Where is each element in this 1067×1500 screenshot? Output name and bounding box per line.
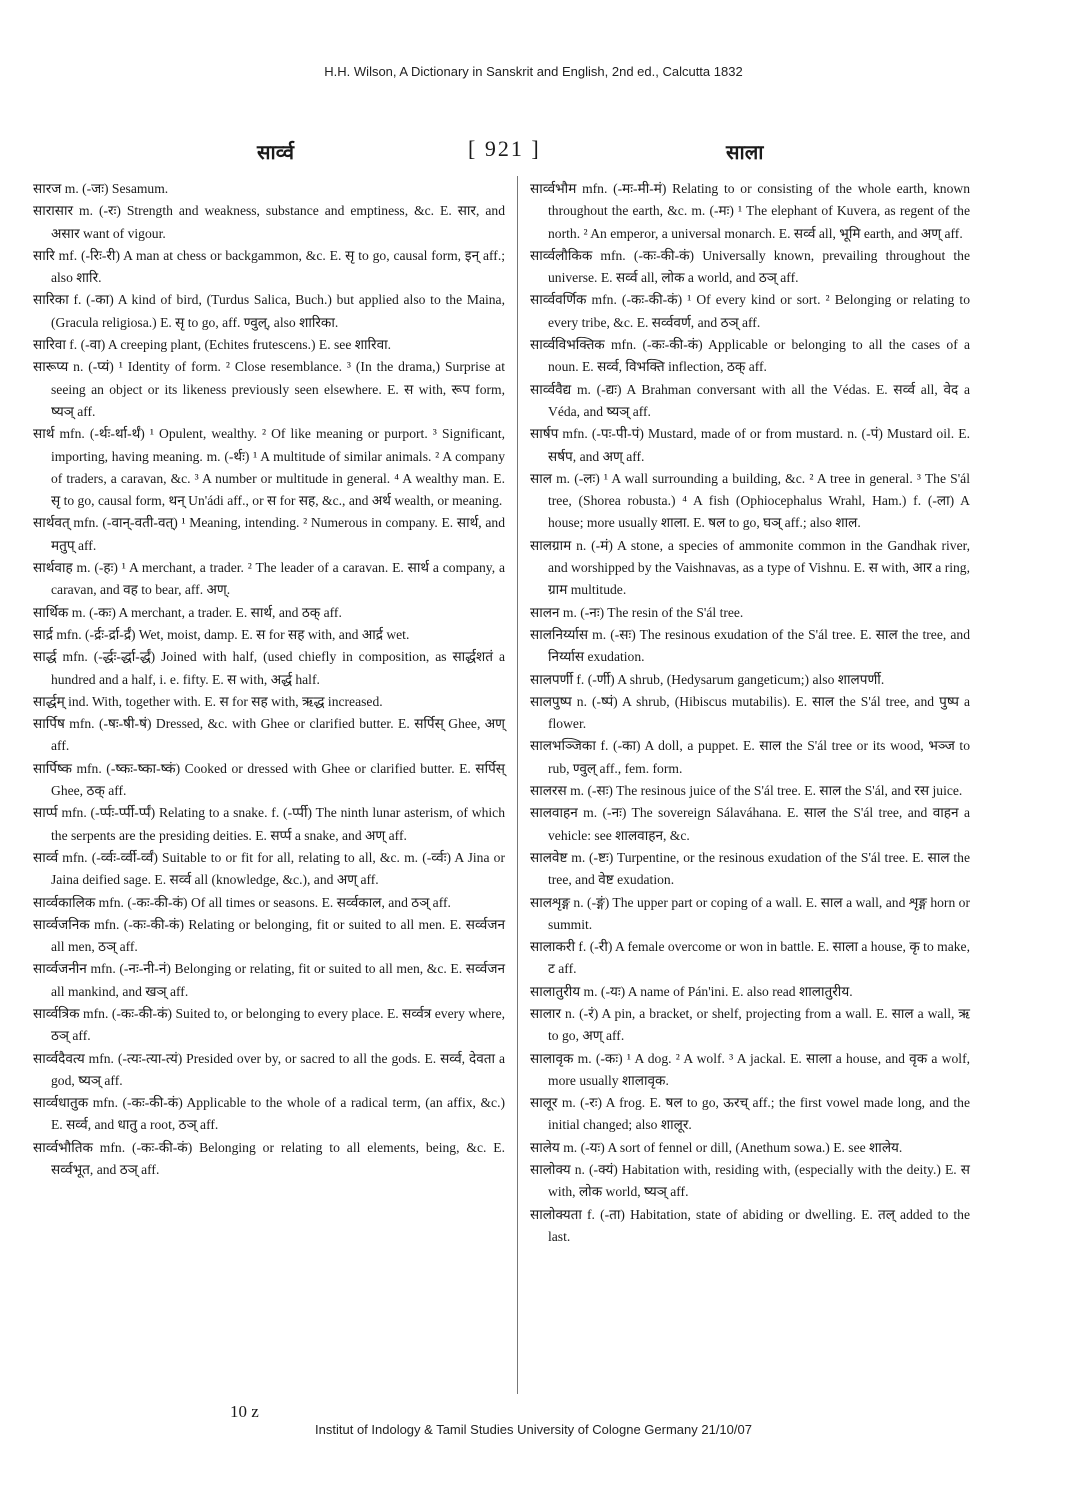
dictionary-entry: सालपुष्प n. (-ष्पं) A shrub, (Hibiscus mutabilis). E. साल the S'ál tree, and पुष्प a flower. [530, 693, 970, 732]
dictionary-entry: सालातुरीय m. (-यः) A name of Pán'ini. E. also read शालातुरीय. [530, 983, 853, 999]
dictionary-entry: सारिका f. (-का) A kind of bird, (Turdus Salica, Buch.) but applied also to the Maina, (Gracula religiosa.) E. सृ to go, aff. ण्वुल्, also शारिका. [33, 292, 505, 330]
left-column [33, 178, 505, 1181]
dictionary-entry: सालार n. (-रं) A pin, a bracket, or shelf, projecting from a wall. E. साल a wall, ऋ to go, अण् aff. [530, 1005, 970, 1044]
dictionary-entry: सार्व्वजनिक mfn. (-कः-की-कं) Relating or belonging, fit or suited to all men. E. सर्व्वजन all men, ठञ् aff. [33, 916, 505, 955]
dictionary-entry: सार्द्र mfn. (-र्द्रः-र्द्रा-र्द्रं) Wet, moist, damp. E. स for सह with, and आर्द्र wet. [33, 626, 410, 642]
dictionary-entry: सार्व्वविभक्तिक mfn. (-कः-की-कं) Applicable or belonging to all the cases of a noun. E. सर्व्व, विभक्ति inflection, ठक् aff. [530, 337, 970, 375]
dictionary-entry: सार्व्वकालिक mfn. (-कः-की-कं) Of all times or seasons. E. सर्व्वकाल, and ठञ् aff. [33, 894, 451, 910]
signature-mark: 10 z [230, 1402, 259, 1421]
dictionary-entry: सालशृङ्ग n. (-ङ्गं) The upper part or coping of a wall. E. साल a wall, and शृङ्ग horn or summit. [530, 894, 970, 932]
right-column [530, 178, 970, 1248]
dictionary-entry: सार्प्प mfn. (-र्प्पः-र्प्पी-र्प्पं) Relating to a snake. f. (-र्प्पी) The ninth lunar asterism, of which the serpents are the presiding deities. E. सर्प्प a snake, and अण् aff. [33, 805, 505, 843]
dictionary-entry: सालूर m. (-रः) A frog. E. षल to go, ऊरच् aff.; the first vowel made long, and the initial changed; also शालूर. [530, 1095, 970, 1133]
dictionary-entry: सालोक्यता f. (-ता) Habitation, state of abiding or dwelling. E. तल् added to the last. [530, 1206, 970, 1244]
dictionary-entry: सालेय m. (-यः) A sort of fennel or dill, (Anethum sowa.) E. see शालेय. [530, 1139, 903, 1155]
source-header: H.H. Wilson, A Dictionary in Sanskrit and English, 2nd ed., Calcutta 1832 [324, 64, 743, 79]
dictionary-entry: सार्व्वजनीन mfn. (-नः-नी-नं) Belonging or relating, fit or suited to all men, &c. E. सर्व्वजन all mankind, and खञ् aff. [33, 961, 505, 999]
dictionary-entry: सार्व्वलौकिक mfn. (-कः-की-कं) Universally known, prevailing throughout the universe. E. सर्व्व all, लोक a world, and ठञ् aff. [530, 247, 970, 286]
dictionary-entry: सालग्राम n. (-मं) A stone, a species of ammonite common in the Gandhak river, and worshipped by the Vaishnavas, as a type of Vishnu. E. स with, आर a ring, ग्राम multitude. [530, 537, 970, 598]
dictionary-entry: सार्व्ववैद्य m. (-द्यः) A Brahman conversant with all the Védas. E. सर्व्व all, वेद a Véda, and ष्यञ् aff. [530, 381, 970, 419]
dictionary-entry: सार्थवाह m. (-हः) ¹ A merchant, a trader. ² The leader of a caravan. E. सार्थ a company, a caravan, and वह to bear, aff. अण्. [33, 560, 505, 598]
running-head-left: सार्व्व [257, 140, 294, 164]
dictionary-entry: सालवेष्ट m. (-ष्टः) Turpentine, or the resinous exudation of the S'ál tree. E. साल the tree, and वेष्ट exudation. [530, 849, 970, 888]
dictionary-entry: सालनिर्य्यास m. (-सः) The resinous exudation of the S'ál tree. E. साल the tree, and निर्य्यास exudation. [530, 626, 970, 665]
dictionary-entry: सार्व्ववर्णिक mfn. (-कः-की-कं) ¹ Of every kind or sort. ² Belonging or relating to every tribe, &c. E. सर्व्ववर्ण, and ठञ् aff. [530, 292, 970, 330]
dictionary-entry: सार्द्धम् ind. With, together with. E. स for सह with, ऋद्ध increased. [33, 693, 383, 709]
dictionary-entry: सार्व्व mfn. (-र्व्वः-र्व्वी-र्व्वं) Suitable to or fit for all, relating to all, &c. m. (-र्व्वः) A Jina or Jaina deified sage. E. सर्व्व all (knowledge, &c.), and अण् aff. [33, 849, 505, 888]
dictionary-entry: सालपर्णी f. (-र्णी) A shrub, (Hedysarum gangeticum;) also शालपर्णी. [530, 671, 885, 687]
running-head-right: साला [726, 140, 764, 164]
dictionary-entry: सालवाहन m. (-नः) The sovereign Sálaváhana. E. साल the S'ál tree, and वाहन a vehicle: see शालवाहन, &c. [530, 805, 970, 843]
dictionary-entry: सालावृक m. (-कः) ¹ A dog. ² A wolf. ³ A jackal. E. साला a house, and वृक a wolf, more usually शालावृक. [530, 1050, 970, 1088]
dictionary-entry: सार्व्वभौम mfn. (-मः-मी-मं) Relating to or consisting of the whole earth, known throughout the earth, &c. m. (-मः) ¹ The elephant of Kuvera, as regent of the north. ² An emperor, a universal monarch. E. सर्व्व all, भूमि earth, and अण् aff. [530, 181, 970, 241]
dictionary-entry: सारूप्य n. (-प्यं) ¹ Identity of form. ² Close resemblance. ³ (In the drama,) Surprise at seeing an object or its likeness previously seen elsewhere. E. स with, रूप form, ष्यञ् aff. [33, 359, 505, 419]
dictionary-entry: सार्थवत् mfn. (-वान्-वती-वत्) ¹ Meaning, intending. ² Numerous in company. E. सार्थ, and मतुप् aff. [33, 515, 505, 553]
dictionary-entry: सार्व्वत्रिक mfn. (-कः-की-कं) Suited to, or belonging to every place. E. सर्व्वत्र every where, ठञ् aff. [33, 1005, 505, 1044]
dictionary-entry: सार्पिष mfn. (-षः-षी-षं) Dressed, &c. with Ghee or clarified butter. E. सर्पिस् Ghee, अण् aff. [33, 716, 505, 754]
page-footer: Institut of Indology & Tamil Studies University of Cologne Germany 21/10/07 [315, 1422, 752, 1437]
page-number: [ 921 ] [468, 136, 541, 161]
dictionary-entry: साल m. (-लः) ¹ A wall surrounding a building, &c. ² A tree in general. ³ The S'ál tree, (Shorea robusta.) ⁴ A fish (Ophiocephalus Wrahl, Ham.) f. (-ला) A house; more usually शाला. E. षल to go, घञ् aff.; also शाल. [530, 470, 970, 531]
dictionary-entry: सालोक्य n. (-क्यं) Habitation with, residing with, (especially with the deity.) E. स with, लोक world, ष्यञ् aff. [530, 1162, 970, 1200]
dictionary-entry: सार्पिष्क mfn. (-ष्कः-ष्का-ष्कं) Cooked or dressed with Ghee or clarified butter. E. सर्पिस् Ghee, ठक् aff. [33, 760, 505, 799]
dictionary-entry: सार्थ mfn. (-र्थः-र्था-र्थं) ¹ Opulent, wealthy. ² Of like meaning or purport. ³ Significant, importing, having meaning. m. (-र्थः) ¹ A multitude of similar animals. ² A company of traders, a caravan, &c. ³ A number or multitude in general. ⁴ A wealthy man. E. सृ to go, causal form, थन् Un'ádi aff., or स for सह, &c., and अर्थ wealth, or meaning. [33, 426, 505, 509]
dictionary-entry: सालन m. (-नः) The resin of the S'ál tree. [530, 604, 744, 620]
dictionary-entry: सार्थिक m. (-कः) A merchant, a trader. E. सार्थ, and ठक् aff. [33, 604, 342, 620]
dictionary-entry: सार्व्वधातुक mfn. (-कः-की-कं) Applicable to the whole of a radical term, (an affix, &c.) E. सर्व्व, and धातु a root, ठञ् aff. [33, 1095, 505, 1133]
dictionary-entry: सार्व्वदैवत्य mfn. (-त्यः-त्या-त्यं) Presided over by, or sacred to all the gods. E. सर्व्व, देवता a god, ष्यञ् aff. [33, 1050, 505, 1088]
dictionary-entry: सार्व्वभौतिक mfn. (-कः-की-कं) Belonging or relating to all elements, being, &c. E. सर्व्वभूत, and ठञ् aff. [33, 1139, 505, 1178]
dictionary-entry: सालभञ्जिका f. (-का) A doll, a puppet. E. साल the S'ál tree or its wood, भञ्ज to rub, ण्वुल् aff., fem. form. [530, 738, 970, 776]
dictionary-entry: सारिवा f. (-वा) A creeping plant, (Echites frutescens.) E. see शारिवा. [33, 337, 392, 353]
dictionary-entry: सालाकरी f. (-री) A female overcome or won in battle. E. साला a house, कृ to make, ट aff. [530, 939, 970, 977]
dictionary-entry: सारासार m. (-रः) Strength and weakness, substance and emptiness, &c. E. सार, and असार want of vigour. [33, 203, 505, 241]
dictionary-entry: सालरस m. (-सः) The resinous juice of the S'ál tree. E. साल the S'ál, and रस juice. [530, 783, 963, 799]
dictionary-entry: सार्द्ध mfn. (-र्द्धः-र्द्धा-र्द्धं) Joined with half, (used chiefly in composition, as सार्द्धशतं a hundred and a half, i. e. fifty. E. स with, अर्द्ध half. [33, 649, 505, 687]
dictionary-entry: सारज m. (-जः) Sesamum. [33, 181, 169, 196]
dictionary-entry: सारि mf. (-रिः-री) A man at chess or backgammon, &c. E. सृ to go, causal form, इन् aff.; also शारि. [33, 247, 505, 286]
dictionary-entry: सार्षप mfn. (-पः-पी-पं) Mustard, made of or from mustard. n. (-पं) Mustard oil. E. सर्षप, and अण् aff. [530, 426, 970, 464]
column-divider [517, 176, 518, 1394]
